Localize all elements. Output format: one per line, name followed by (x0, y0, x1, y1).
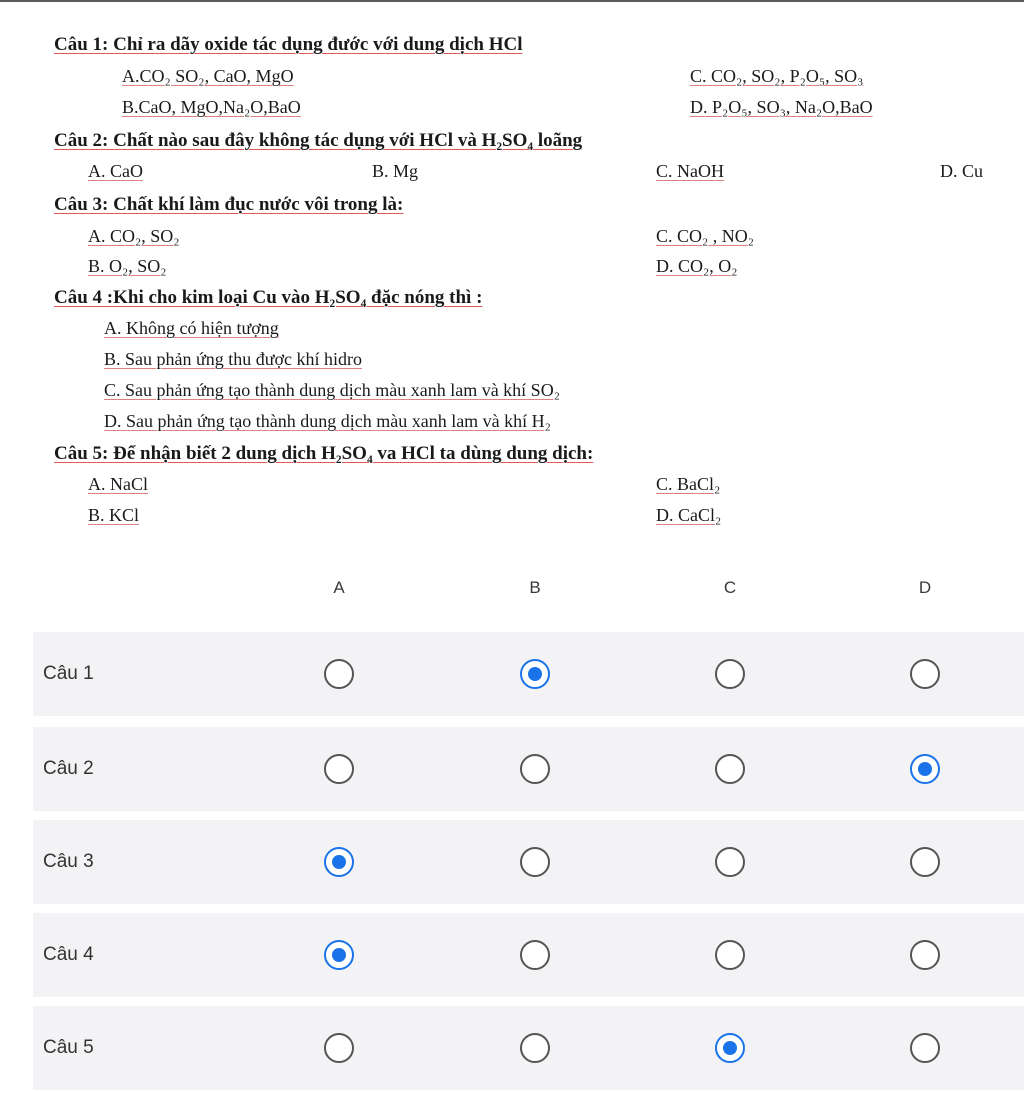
radio-question-3-option-d[interactable] (910, 847, 940, 877)
radio-question-2-option-a[interactable] (324, 754, 354, 784)
radio-question-4-option-b[interactable] (520, 940, 550, 970)
answer-row-label: Câu 1 (43, 663, 94, 684)
column-header-b: B (529, 578, 541, 597)
question-1-option-c: C. CO₂, SO₂, P₂O₅, SO₃ (690, 66, 864, 86)
answer-row-label: Câu 2 (43, 758, 94, 779)
radio-question-5-option-a[interactable] (324, 1033, 354, 1063)
question-2-option-d: D. Cu (940, 161, 984, 181)
question-1-option-b: B.CaO, MgO,Na₂O,BaO (122, 97, 301, 117)
question-4-title: Câu 4 :Khi cho kim loại Cu vào H₂SO₄ đặc nóng thì : (54, 287, 483, 308)
answer-row-3 (33, 820, 1024, 904)
column-header-a: A (333, 578, 345, 597)
question-5-option-c: C. BaCl₂ (656, 474, 721, 494)
answer-row-label: Câu 5 (43, 1037, 94, 1058)
question-3-option-a: A. CO₂, SO₂ (88, 226, 180, 246)
answer-row-4 (33, 913, 1024, 997)
radio-question-3-option-a[interactable] (324, 847, 354, 877)
answer-grid-header (0, 578, 1024, 608)
question-1-option-d: D. P₂O₅, SO₃, Na₂O,BaO (690, 97, 873, 117)
question-2-option-b: B. Mg (372, 161, 419, 181)
radio-question-1-option-b[interactable] (520, 659, 550, 689)
radio-question-2-option-b[interactable] (520, 754, 550, 784)
column-header-d: D (918, 578, 932, 597)
radio-question-5-option-b[interactable] (520, 1033, 550, 1063)
question-5-option-b: B. KCl (88, 505, 140, 525)
radio-question-1-option-a[interactable] (324, 659, 354, 689)
radio-question-4-option-a[interactable] (324, 940, 354, 970)
radio-question-1-option-c[interactable] (715, 659, 745, 689)
answer-row-2 (33, 727, 1024, 811)
column-header-c: C (723, 578, 737, 597)
question-3-title: Câu 3: Chất khí làm đục nước vôi trong là: (54, 194, 404, 215)
question-4-option-c: C. Sau phản ứng tạo thành dung dịch màu xanh lam và khí SO₂ (104, 380, 560, 400)
question-3-option-d: D. CO₂, O₂ (656, 256, 738, 276)
question-4-option-a: A. Không có hiện tượng (104, 318, 279, 338)
answer-row-1 (33, 632, 1024, 716)
question-5-option-a: A. NaCl (88, 474, 148, 494)
radio-question-2-option-d[interactable] (910, 754, 940, 784)
answer-row-label: Câu 4 (43, 944, 94, 965)
question-2-title: Câu 2: Chất nào sau đây không tác dụng với HCl và H₂SO₄ loãng (54, 130, 583, 151)
radio-question-5-option-c[interactable] (715, 1033, 745, 1063)
question-4-option-b: B. Sau phản ứng thu được khí hidro (104, 349, 363, 369)
answer-row-5 (33, 1006, 1024, 1090)
radio-question-4-option-c[interactable] (715, 940, 745, 970)
question-1-title: Câu 1: Chỉ ra dãy oxide tác dụng đước với dung dịch HCl (54, 34, 523, 55)
question-3-option-c: C. CO₂ , NO₂ (656, 226, 755, 246)
question-2-option-c: C. NaOH (656, 161, 724, 181)
question-1-option-a: A.CO₂ SO₂, CaO, MgO (122, 66, 294, 86)
question-2-option-a: A. CaO (88, 161, 143, 181)
question-4-option-d: D. Sau phản ứng tạo thành dung dịch màu xanh lam và khí H₂ (104, 411, 551, 431)
radio-question-3-option-c[interactable] (715, 847, 745, 877)
radio-question-3-option-b[interactable] (520, 847, 550, 877)
question-3-option-b: B. O₂, SO₂ (88, 256, 167, 276)
radio-question-5-option-d[interactable] (910, 1033, 940, 1063)
answer-row-label: Câu 3 (43, 851, 94, 872)
radio-question-2-option-c[interactable] (715, 754, 745, 784)
radio-question-4-option-d[interactable] (910, 940, 940, 970)
question-5-title: Câu 5: Để nhận biết 2 dung dịch H₂SO₄ va HCl ta dùng dung dịch: (54, 443, 594, 464)
radio-question-1-option-d[interactable] (910, 659, 940, 689)
question-5-option-d: D. CaCl₂ (656, 505, 722, 525)
question-sheet (0, 0, 1024, 540)
